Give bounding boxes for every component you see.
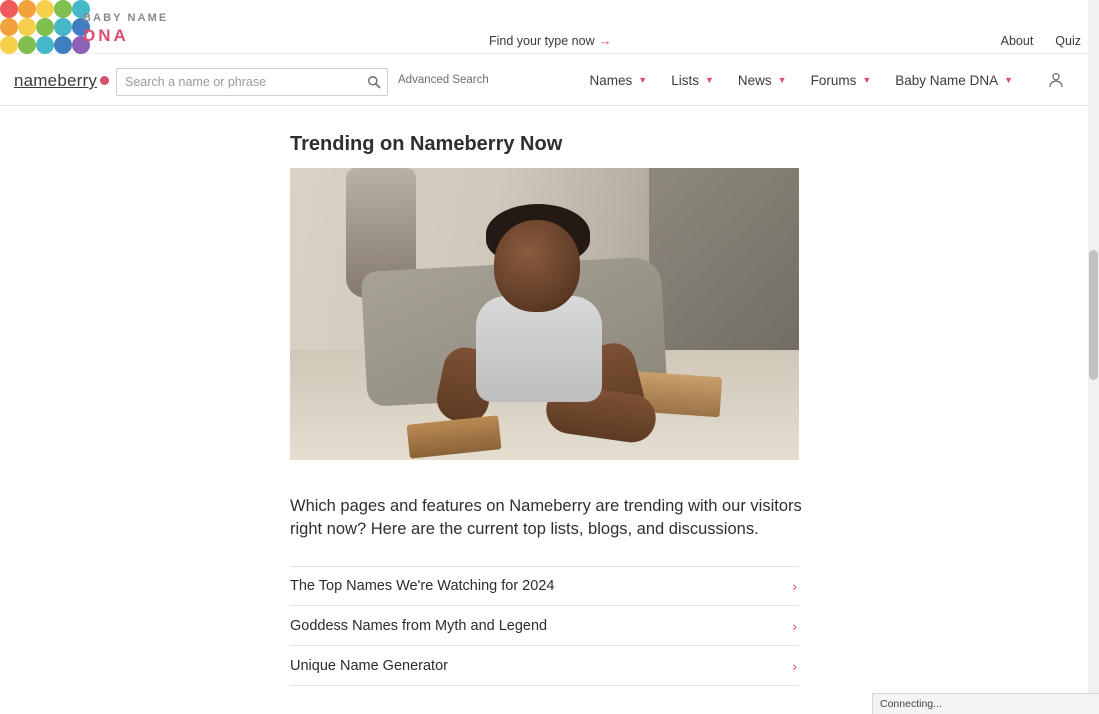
nav-item-news[interactable] <box>726 54 799 106</box>
berry-dot-icon <box>100 76 109 85</box>
status-text: Connecting... <box>880 698 942 710</box>
arrow-right-icon: → <box>598 33 612 48</box>
trending-link-label: The Top Names We're Watching for 2024 <box>290 578 555 594</box>
swatch-dot <box>36 36 54 54</box>
chevron-right-icon: › <box>792 657 797 674</box>
chevron-down-icon: ▼ <box>777 74 787 85</box>
account-icon[interactable] <box>1047 71 1065 89</box>
swatch-dot <box>54 36 72 54</box>
swatch-row <box>0 36 92 54</box>
nav-item-baby-name-dna[interactable] <box>883 54 1025 106</box>
swatch-dot <box>54 0 72 18</box>
swatch-row <box>0 18 92 36</box>
nav-item-forums-label: Forums <box>810 72 857 88</box>
baby-name-dna-brand <box>83 13 168 44</box>
intro-paragraph: Which pages and features on Nameberry are trending with our visitors right now? Here are the current top lists, blogs, and discussions. <box>290 496 802 539</box>
chevron-right-icon: › <box>792 578 797 594</box>
find-your-type-label: Find your type now <box>489 34 595 48</box>
list-item[interactable] <box>290 646 799 686</box>
quiz-link[interactable]: Quiz <box>1055 34 1081 48</box>
swatch-dot <box>36 0 54 18</box>
find-your-type-link[interactable] <box>489 33 612 48</box>
page-content <box>0 106 1099 714</box>
list-item[interactable] <box>290 566 799 606</box>
trending-link-label: Unique Name Generator <box>290 657 448 674</box>
swatch-dot <box>36 18 54 36</box>
scrollbar-thumb[interactable] <box>1089 250 1098 380</box>
chevron-down-icon: ▼ <box>1004 74 1013 85</box>
nav-item-lists-label: Lists <box>671 72 699 88</box>
search-input[interactable] <box>117 75 361 89</box>
search-box[interactable] <box>116 68 388 96</box>
main-navigation <box>578 54 1025 106</box>
swatch-dot <box>0 36 18 54</box>
page-scrollbar[interactable] <box>1088 0 1099 714</box>
nameberry-logo[interactable] <box>14 71 109 91</box>
swatch-dot <box>18 0 36 18</box>
search-icon[interactable] <box>361 69 387 95</box>
swatch-dot <box>54 18 72 36</box>
hero-baby-head <box>494 220 580 312</box>
nav-item-news-label: News <box>737 72 772 88</box>
swatch-row <box>0 0 92 18</box>
promo-topbar <box>0 0 1099 54</box>
trending-link-label: Goddess Names from Myth and Legend <box>290 617 548 634</box>
nav-item-names-label: Names <box>589 72 633 88</box>
brand-dna-text: DNA <box>83 26 129 45</box>
about-link[interactable]: About <box>1000 34 1034 48</box>
advanced-search-link[interactable]: Advanced Search <box>398 74 489 86</box>
page-title: Trending on Nameberry Now <box>290 133 563 156</box>
nav-item-names[interactable] <box>578 54 660 106</box>
chevron-down-icon: ▼ <box>704 74 714 85</box>
swatch-dot <box>0 0 18 18</box>
logo-text: nameberry <box>14 71 98 90</box>
status-bar <box>872 693 1099 714</box>
chevron-down-icon: ▼ <box>638 74 648 85</box>
swatch-dot <box>18 36 36 54</box>
dna-color-swatch <box>0 0 92 54</box>
promo-links <box>1001 34 1081 48</box>
nav-item-baby-name-dna-label: Baby Name DNA <box>895 72 999 88</box>
list-item[interactable] <box>290 606 799 646</box>
brand-baby-name-text: BABY NAME <box>83 12 169 24</box>
chevron-down-icon: ▼ <box>862 74 872 85</box>
hero-image <box>290 168 799 460</box>
nav-item-lists[interactable] <box>659 54 726 106</box>
site-header <box>0 54 1099 106</box>
chevron-right-icon: › <box>792 617 797 634</box>
nav-item-forums[interactable] <box>799 54 884 106</box>
swatch-dot <box>18 18 36 36</box>
trending-links-list <box>290 566 799 686</box>
swatch-dot <box>0 18 18 36</box>
